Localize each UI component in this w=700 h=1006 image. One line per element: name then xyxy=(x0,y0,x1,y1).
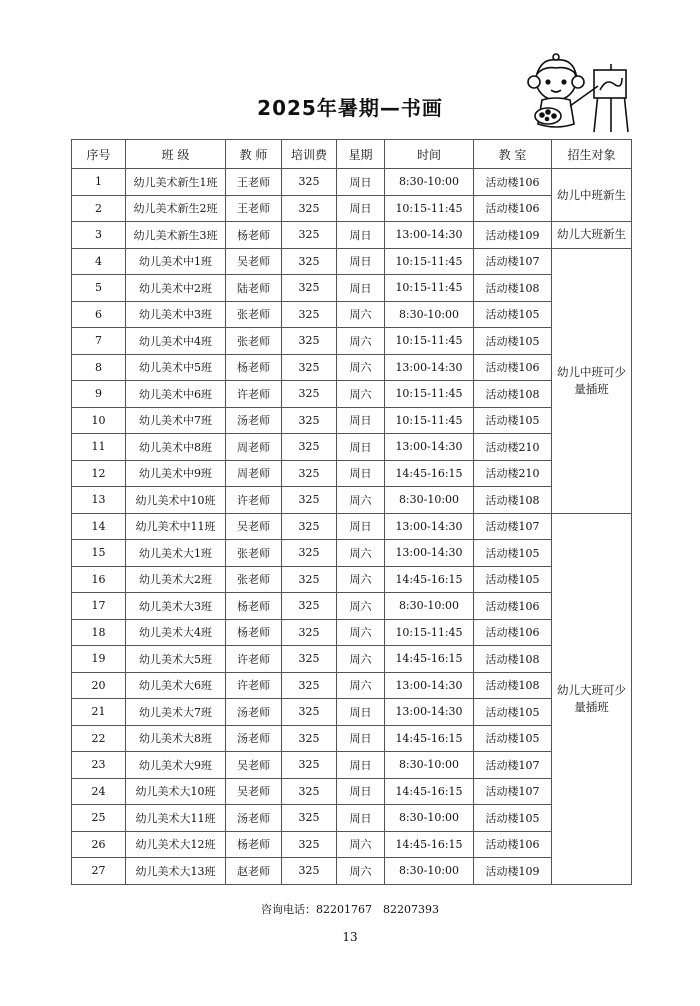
cell-weekday: 周日 xyxy=(337,275,385,302)
cell-teacher: 汤老师 xyxy=(226,805,282,832)
table-row xyxy=(72,248,632,275)
cell-time: 13:00-14:30 xyxy=(385,354,474,381)
table-row xyxy=(72,831,632,858)
header-weekday: 星期 xyxy=(337,140,385,169)
cell-class: 幼儿美术中1班 xyxy=(126,248,226,275)
table-row xyxy=(72,381,632,408)
cell-fee: 325 xyxy=(282,858,337,885)
cell-room: 活动楼108 xyxy=(474,487,552,514)
cell-class: 幼儿美术中4班 xyxy=(126,328,226,355)
cell-teacher: 张老师 xyxy=(226,328,282,355)
cell-class: 幼儿美术大7班 xyxy=(126,699,226,726)
header-room: 教 室 xyxy=(474,140,552,169)
cell-class: 幼儿美术大10班 xyxy=(126,778,226,805)
cell-teacher: 吴老师 xyxy=(226,778,282,805)
table-header-row xyxy=(72,140,632,169)
cell-room: 活动楼107 xyxy=(474,778,552,805)
schedule-table xyxy=(71,139,632,885)
cell-index: 20 xyxy=(72,672,126,699)
cell-room: 活动楼108 xyxy=(474,381,552,408)
cell-time: 10:15-11:45 xyxy=(385,381,474,408)
cell-weekday: 周六 xyxy=(337,566,385,593)
cell-time: 13:00-14:30 xyxy=(385,540,474,567)
cell-index: 13 xyxy=(72,487,126,514)
cell-index: 14 xyxy=(72,513,126,540)
cell-index: 21 xyxy=(72,699,126,726)
cell-class: 幼儿美术大1班 xyxy=(126,540,226,567)
table-body xyxy=(72,169,632,885)
cell-teacher: 许老师 xyxy=(226,646,282,673)
cell-time: 13:00-14:30 xyxy=(385,699,474,726)
cell-teacher: 吴老师 xyxy=(226,513,282,540)
cell-room: 活动楼105 xyxy=(474,540,552,567)
table-row xyxy=(72,619,632,646)
cell-class: 幼儿美术大11班 xyxy=(126,805,226,832)
cell-index: 11 xyxy=(72,434,126,461)
header-teacher: 教 师 xyxy=(226,140,282,169)
cell-weekday: 周日 xyxy=(337,805,385,832)
cell-weekday: 周六 xyxy=(337,619,385,646)
cell-weekday: 周日 xyxy=(337,434,385,461)
cell-class: 幼儿美术大2班 xyxy=(126,566,226,593)
cell-room: 活动楼105 xyxy=(474,725,552,752)
cell-class: 幼儿美术中6班 xyxy=(126,381,226,408)
cell-time: 13:00-14:30 xyxy=(385,672,474,699)
cell-index: 12 xyxy=(72,460,126,487)
cell-class: 幼儿美术大12班 xyxy=(126,831,226,858)
table-row xyxy=(72,858,632,885)
cell-index: 18 xyxy=(72,619,126,646)
cell-fee: 325 xyxy=(282,752,337,779)
cell-time: 14:45-16:15 xyxy=(385,778,474,805)
cell-teacher: 杨老师 xyxy=(226,619,282,646)
cell-weekday: 周日 xyxy=(337,699,385,726)
cell-class: 幼儿美术大4班 xyxy=(126,619,226,646)
cell-fee: 325 xyxy=(282,434,337,461)
table-row xyxy=(72,752,632,779)
cell-teacher: 王老师 xyxy=(226,169,282,196)
cell-index: 3 xyxy=(72,222,126,249)
cell-fee: 325 xyxy=(282,222,337,249)
cell-weekday: 周六 xyxy=(337,487,385,514)
table-row xyxy=(72,487,632,514)
cell-index: 25 xyxy=(72,805,126,832)
cell-room: 活动楼210 xyxy=(474,434,552,461)
cell-index: 24 xyxy=(72,778,126,805)
cell-teacher: 杨老师 xyxy=(226,354,282,381)
cell-time: 13:00-14:30 xyxy=(385,222,474,249)
cell-index: 17 xyxy=(72,593,126,620)
cell-weekday: 周六 xyxy=(337,858,385,885)
table-row xyxy=(72,566,632,593)
cell-room: 活动楼105 xyxy=(474,328,552,355)
cell-class: 幼儿美术新生3班 xyxy=(126,222,226,249)
table-row xyxy=(72,460,632,487)
cell-time: 10:15-11:45 xyxy=(385,407,474,434)
cell-teacher: 吴老师 xyxy=(226,752,282,779)
cell-room: 活动楼107 xyxy=(474,752,552,779)
cell-time: 8:30-10:00 xyxy=(385,805,474,832)
cell-time: 8:30-10:00 xyxy=(385,752,474,779)
cell-weekday: 周六 xyxy=(337,646,385,673)
cell-weekday: 周六 xyxy=(337,672,385,699)
cell-time: 13:00-14:30 xyxy=(385,513,474,540)
cell-time: 14:45-16:15 xyxy=(385,831,474,858)
table-row xyxy=(72,434,632,461)
cell-weekday: 周日 xyxy=(337,752,385,779)
table-row xyxy=(72,354,632,381)
cell-room: 活动楼106 xyxy=(474,619,552,646)
cell-index: 1 xyxy=(72,169,126,196)
table-row xyxy=(72,195,632,222)
cell-time: 8:30-10:00 xyxy=(385,169,474,196)
cell-class: 幼儿美术中2班 xyxy=(126,275,226,302)
cell-weekday: 周日 xyxy=(337,778,385,805)
cell-teacher: 许老师 xyxy=(226,672,282,699)
cell-teacher: 汤老师 xyxy=(226,699,282,726)
cell-room: 活动楼107 xyxy=(474,513,552,540)
cell-time: 8:30-10:00 xyxy=(385,301,474,328)
table-row xyxy=(72,301,632,328)
cell-index: 7 xyxy=(72,328,126,355)
cell-index: 4 xyxy=(72,248,126,275)
cell-index: 26 xyxy=(72,831,126,858)
cell-teacher: 杨老师 xyxy=(226,593,282,620)
cell-fee: 325 xyxy=(282,381,337,408)
cell-fee: 325 xyxy=(282,699,337,726)
cell-time: 8:30-10:00 xyxy=(385,487,474,514)
cell-teacher: 许老师 xyxy=(226,487,282,514)
cell-room: 活动楼105 xyxy=(474,407,552,434)
cell-room: 活动楼105 xyxy=(474,805,552,832)
cell-fee: 325 xyxy=(282,354,337,381)
cell-room: 活动楼106 xyxy=(474,354,552,381)
cell-fee: 325 xyxy=(282,619,337,646)
cell-fee: 325 xyxy=(282,566,337,593)
cell-time: 8:30-10:00 xyxy=(385,858,474,885)
cell-time: 14:45-16:15 xyxy=(385,460,474,487)
cell-weekday: 周六 xyxy=(337,354,385,381)
cell-room: 活动楼109 xyxy=(474,858,552,885)
cell-weekday: 周日 xyxy=(337,248,385,275)
cell-time: 14:45-16:15 xyxy=(385,646,474,673)
table-row xyxy=(72,805,632,832)
header-index: 序号 xyxy=(72,140,126,169)
cell-class: 幼儿美术新生1班 xyxy=(126,169,226,196)
cell-room: 活动楼107 xyxy=(474,248,552,275)
cell-fee: 325 xyxy=(282,328,337,355)
cell-weekday: 周六 xyxy=(337,593,385,620)
cell-index: 15 xyxy=(72,540,126,567)
table-row xyxy=(72,778,632,805)
cell-room: 活动楼106 xyxy=(474,831,552,858)
cell-class: 幼儿美术大13班 xyxy=(126,858,226,885)
cell-weekday: 周日 xyxy=(337,460,385,487)
cell-index: 2 xyxy=(72,195,126,222)
cell-fee: 325 xyxy=(282,407,337,434)
cell-teacher: 张老师 xyxy=(226,566,282,593)
cell-index: 23 xyxy=(72,752,126,779)
cell-room: 活动楼105 xyxy=(474,699,552,726)
cell-weekday: 周六 xyxy=(337,540,385,567)
cell-time: 14:45-16:15 xyxy=(385,566,474,593)
cell-index: 5 xyxy=(72,275,126,302)
table-row xyxy=(72,222,632,249)
cell-class: 幼儿美术大9班 xyxy=(126,752,226,779)
cell-fee: 325 xyxy=(282,831,337,858)
cell-fee: 325 xyxy=(282,778,337,805)
cell-teacher: 许老师 xyxy=(226,381,282,408)
cell-teacher: 王老师 xyxy=(226,195,282,222)
cell-teacher: 汤老师 xyxy=(226,407,282,434)
cell-weekday: 周日 xyxy=(337,407,385,434)
table-row xyxy=(72,169,632,196)
cell-room: 活动楼108 xyxy=(474,672,552,699)
page-number: 13 xyxy=(342,930,358,944)
cell-room: 活动楼105 xyxy=(474,566,552,593)
table-row xyxy=(72,275,632,302)
cell-index: 9 xyxy=(72,381,126,408)
cell-weekday: 周日 xyxy=(337,513,385,540)
cell-index: 6 xyxy=(72,301,126,328)
cell-fee: 325 xyxy=(282,805,337,832)
cell-teacher: 赵老师 xyxy=(226,858,282,885)
cell-teacher: 周老师 xyxy=(226,434,282,461)
cell-time: 14:45-16:15 xyxy=(385,725,474,752)
table-row xyxy=(72,540,632,567)
cell-fee: 325 xyxy=(282,646,337,673)
cell-weekday: 周六 xyxy=(337,831,385,858)
cell-room: 活动楼106 xyxy=(474,169,552,196)
cell-index: 8 xyxy=(72,354,126,381)
cell-room: 活动楼109 xyxy=(474,222,552,249)
cell-class: 幼儿美术大3班 xyxy=(126,593,226,620)
cell-target-group: 幼儿大班新生 xyxy=(552,222,632,249)
table-row xyxy=(72,328,632,355)
cell-index: 27 xyxy=(72,858,126,885)
cell-class: 幼儿美术中11班 xyxy=(126,513,226,540)
cell-time: 13:00-14:30 xyxy=(385,434,474,461)
cell-time: 10:15-11:45 xyxy=(385,275,474,302)
cell-fee: 325 xyxy=(282,672,337,699)
cell-target-group: 幼儿中班新生 xyxy=(552,169,632,222)
table-row xyxy=(72,672,632,699)
cell-teacher: 杨老师 xyxy=(226,222,282,249)
cell-weekday: 周日 xyxy=(337,725,385,752)
cell-time: 10:15-11:45 xyxy=(385,248,474,275)
cell-teacher: 陆老师 xyxy=(226,275,282,302)
cell-fee: 325 xyxy=(282,593,337,620)
cell-fee: 325 xyxy=(282,169,337,196)
cell-class: 幼儿美术中7班 xyxy=(126,407,226,434)
cell-index: 22 xyxy=(72,725,126,752)
cell-weekday: 周六 xyxy=(337,328,385,355)
cell-teacher: 杨老师 xyxy=(226,831,282,858)
table-row xyxy=(72,513,632,540)
cell-teacher: 吴老师 xyxy=(226,248,282,275)
cell-index: 16 xyxy=(72,566,126,593)
header-class: 班 级 xyxy=(126,140,226,169)
cell-class: 幼儿美术中10班 xyxy=(126,487,226,514)
cell-class: 幼儿美术中5班 xyxy=(126,354,226,381)
cell-weekday: 周日 xyxy=(337,222,385,249)
table-row xyxy=(72,646,632,673)
cell-class: 幼儿美术大5班 xyxy=(126,646,226,673)
cell-class: 幼儿美术中3班 xyxy=(126,301,226,328)
cell-teacher: 张老师 xyxy=(226,540,282,567)
cell-teacher: 张老师 xyxy=(226,301,282,328)
cell-target-group: 幼儿大班可少量插班 xyxy=(552,513,632,884)
header-time: 时间 xyxy=(385,140,474,169)
cell-class: 幼儿美术大6班 xyxy=(126,672,226,699)
cell-index: 19 xyxy=(72,646,126,673)
page-title: 2025年暑期—书画 xyxy=(257,96,443,120)
cell-fee: 325 xyxy=(282,540,337,567)
cell-room: 活动楼210 xyxy=(474,460,552,487)
cell-class: 幼儿美术中8班 xyxy=(126,434,226,461)
cell-class: 幼儿美术大8班 xyxy=(126,725,226,752)
cell-fee: 325 xyxy=(282,195,337,222)
cell-time: 8:30-10:00 xyxy=(385,593,474,620)
table-row xyxy=(72,725,632,752)
child-painter-icon xyxy=(522,52,634,134)
cell-weekday: 周六 xyxy=(337,301,385,328)
cell-fee: 325 xyxy=(282,487,337,514)
cell-class: 幼儿美术中9班 xyxy=(126,460,226,487)
cell-room: 活动楼105 xyxy=(474,301,552,328)
cell-fee: 325 xyxy=(282,275,337,302)
cell-fee: 325 xyxy=(282,248,337,275)
cell-time: 10:15-11:45 xyxy=(385,195,474,222)
cell-target-group: 幼儿中班可少量插班 xyxy=(552,248,632,513)
cell-teacher: 周老师 xyxy=(226,460,282,487)
cell-time: 10:15-11:45 xyxy=(385,328,474,355)
cell-teacher: 汤老师 xyxy=(226,725,282,752)
cell-fee: 325 xyxy=(282,725,337,752)
table-row xyxy=(72,407,632,434)
cell-weekday: 周六 xyxy=(337,381,385,408)
header-target: 招生对象 xyxy=(552,140,632,169)
cell-index: 10 xyxy=(72,407,126,434)
table-row xyxy=(72,593,632,620)
consult-phone: 咨询电话：82201767 82207393 xyxy=(261,903,439,916)
cell-fee: 325 xyxy=(282,301,337,328)
cell-class: 幼儿美术新生2班 xyxy=(126,195,226,222)
cell-weekday: 周日 xyxy=(337,169,385,196)
cell-room: 活动楼108 xyxy=(474,275,552,302)
cell-weekday: 周日 xyxy=(337,195,385,222)
cell-fee: 325 xyxy=(282,513,337,540)
cell-room: 活动楼106 xyxy=(474,593,552,620)
cell-time: 10:15-11:45 xyxy=(385,619,474,646)
header-fee: 培训费 xyxy=(282,140,337,169)
cell-room: 活动楼108 xyxy=(474,646,552,673)
table-row xyxy=(72,699,632,726)
cell-room: 活动楼106 xyxy=(474,195,552,222)
cell-fee: 325 xyxy=(282,460,337,487)
